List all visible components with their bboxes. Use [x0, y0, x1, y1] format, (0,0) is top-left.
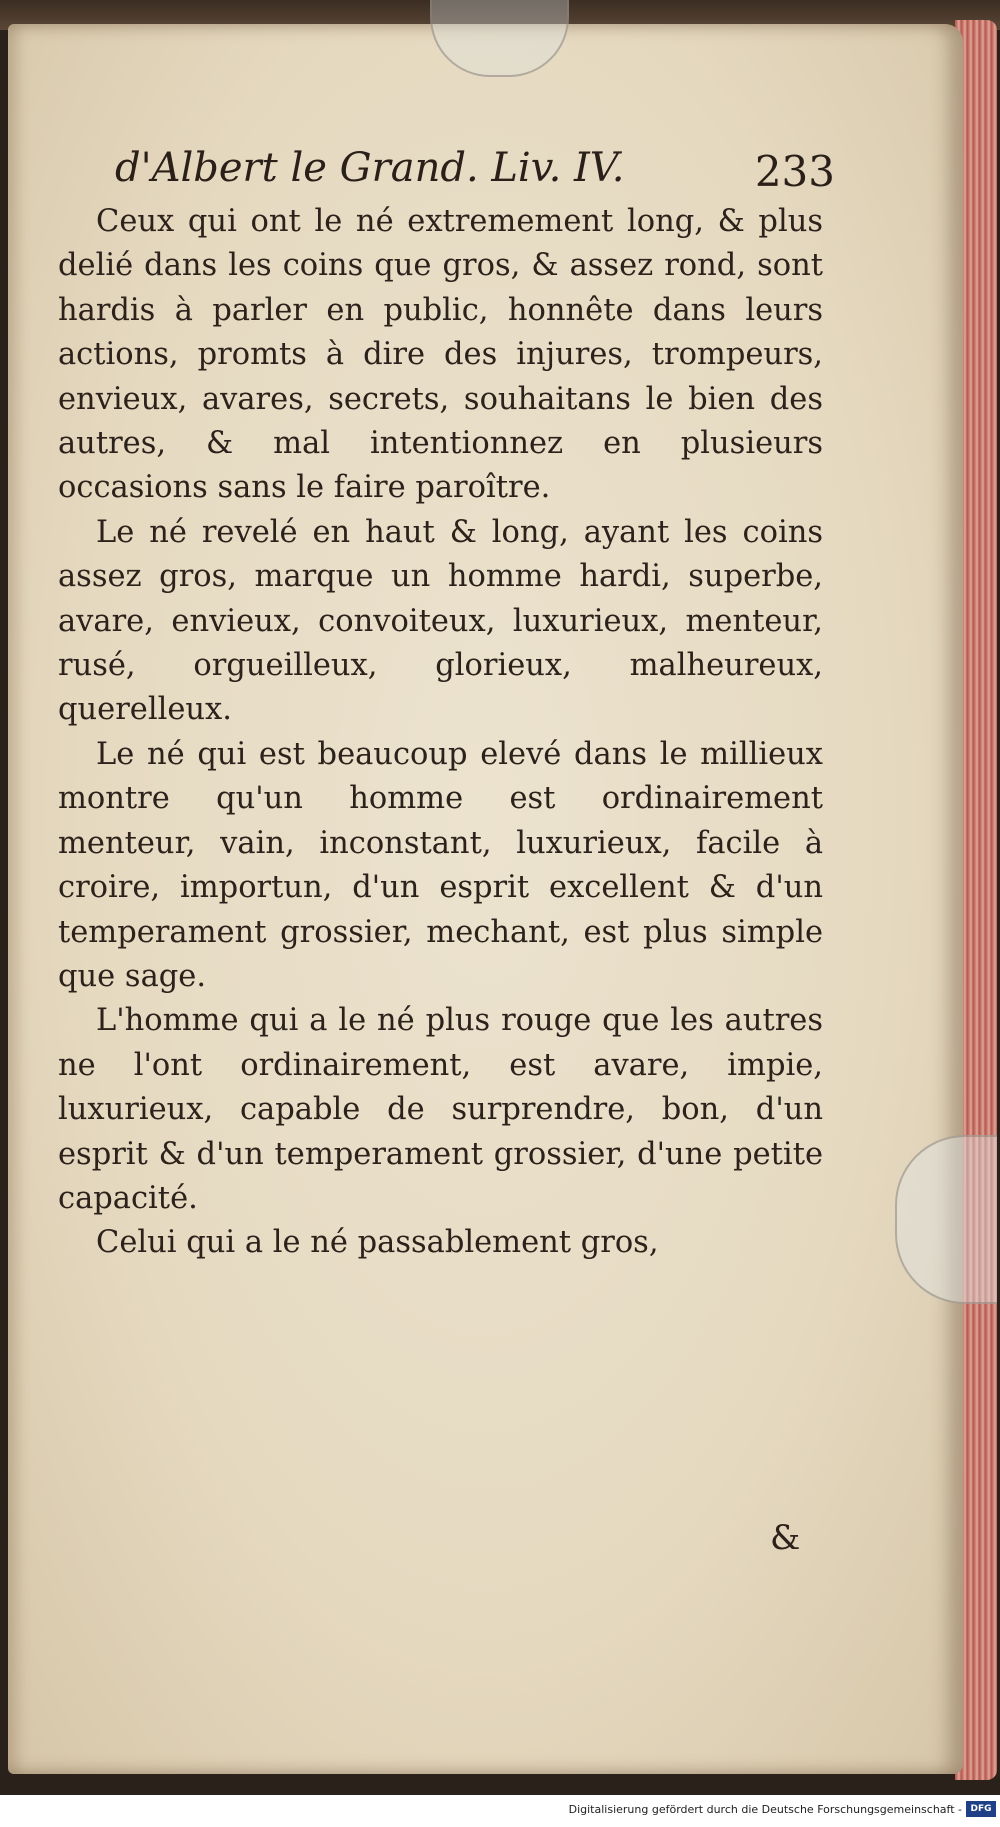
- side-clip-icon: [895, 1135, 997, 1304]
- page-number: 233: [754, 147, 835, 196]
- paragraph: Celui qui a le né passablement gros,: [96, 1225, 659, 1261]
- paragraph: Ceux qui ont le né extremement long, & plus delié dans les coins que gros, & assez rond, sont hardis à parler en public, honnête dans leurs actions, promts à dire des injures, trompeurs, envieux, avares, secrets, souhaitans le bien des autres, & mal intentionnez en plusieurs occasions sans le faire paroître.: [58, 204, 823, 506]
- catchword: &: [770, 1518, 801, 1558]
- paragraph: Le né revelé en haut & long, ayant les coins assez gros, marque un homme hardi, superbe, avare, envieux, convoiteux, luxurieux, menteur, rusé, orgueilleux, glorieux, malheureux, querelleux.: [58, 514, 823, 728]
- running-title: d'Albert le Grand. Liv. IV.: [115, 145, 625, 191]
- digitization-footer: [0, 1795, 1000, 1827]
- paragraph: Le né qui est beaucoup elevé dans le millieux montre qu'un homme est ordinairement menteur, vain, inconstant, luxurieux, facile à croire, importun, d'un esprit excellent & d'un temperament grossier, mechant, est plus simple que sage.: [58, 736, 823, 994]
- footer-credit: Digitalisierung gefördert durch die Deutsche Forschungsgemeinschaft -: [568, 1803, 962, 1816]
- paragraph: L'homme qui a le né plus rouge que les autres ne l'ont ordinairement, est avare, impie, luxurieux, capable de surprendre, bon, d'un esprit & d'un temperament grossier, d'une petite capacité.: [58, 1003, 823, 1216]
- page-body: [58, 200, 823, 1266]
- dfg-logo: DFG: [966, 1801, 996, 1817]
